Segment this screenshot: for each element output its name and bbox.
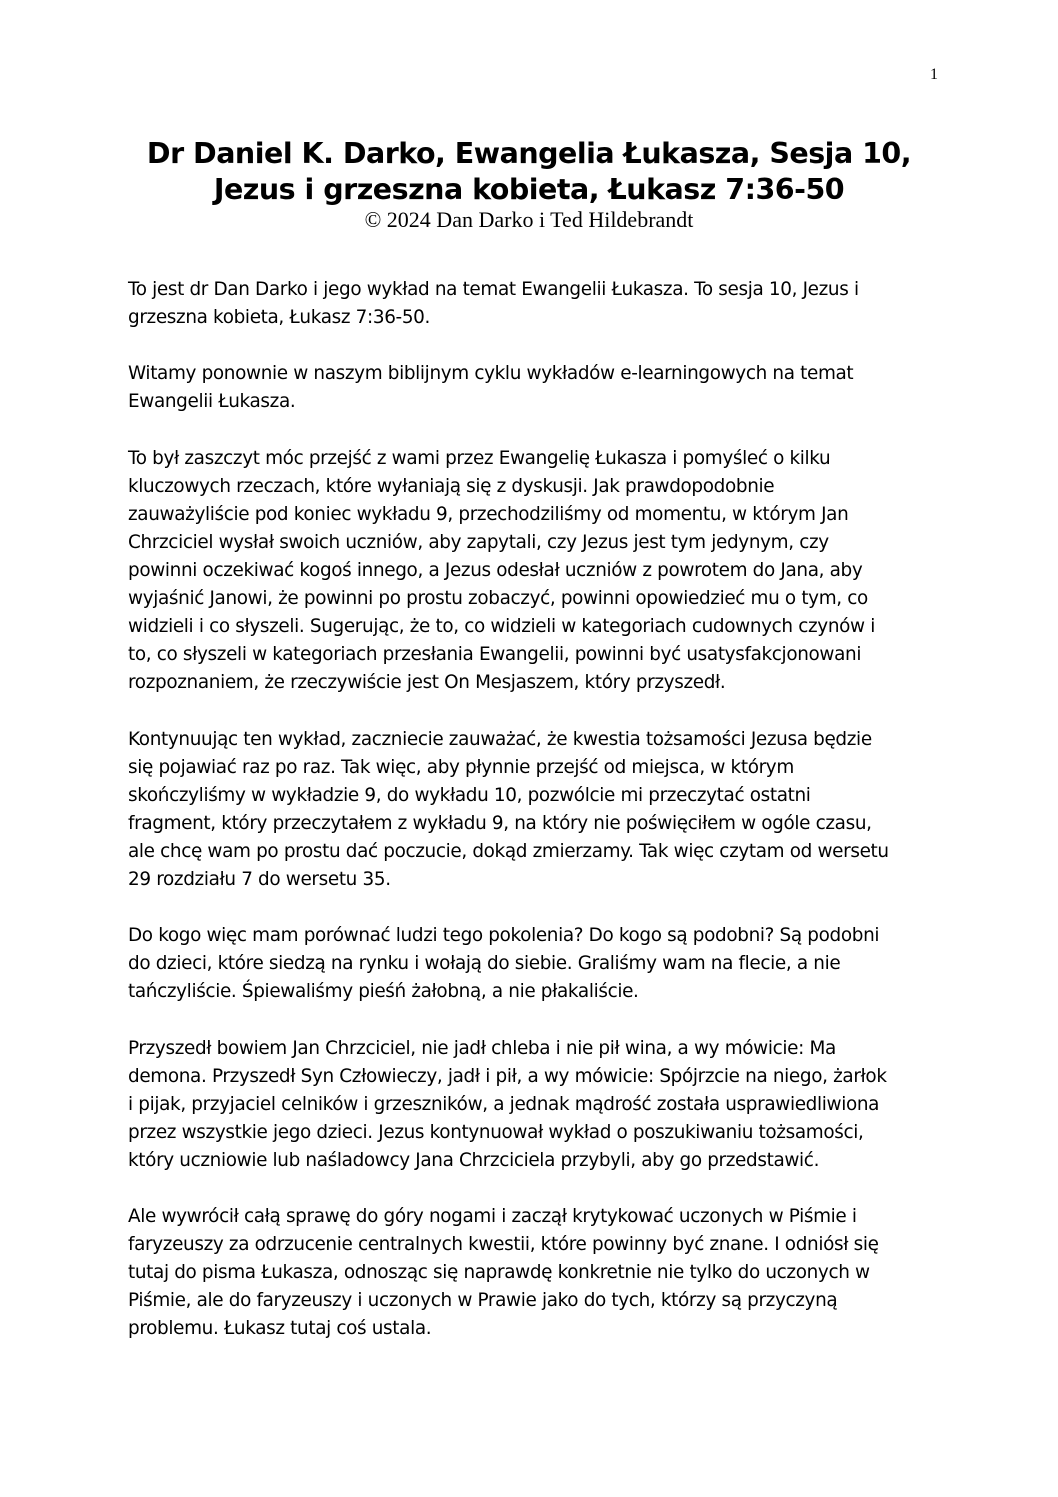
paragraph-line: widzieli i co słyszeli. Sugerując, że to, co widzieli w kategoriach cudownych czynów i: [128, 616, 875, 638]
paragraph-line: fragment, który przeczytałem z wykładu 9, na który nie poświęciłem w ogóle czasu,: [128, 812, 872, 834]
paragraph-4: [128, 726, 936, 895]
paragraph-line: ale chcę wam po prostu dać poczucie, dokąd zmierzamy. Tak więc czytam od wersetu: [128, 840, 889, 862]
document-title-line-2: Jezus i grzeszna kobieta, Łukasz 7:36-50: [213, 173, 845, 206]
paragraph-line: Do kogo więc mam porównać ludzi tego pokolenia? Do kogo są podobni? Są podobni: [128, 925, 880, 947]
paragraph-line: Ale wywrócił całą sprawę do góry nogami i zaczął krytykować uczonych w Piśmie i: [128, 1206, 857, 1228]
paragraph-6: [128, 1035, 936, 1175]
paragraph-line: się pojawiać raz po raz. Tak więc, aby płynnie przejść od miejsca, w którym: [128, 756, 794, 778]
paragraph-3: [128, 445, 936, 698]
paragraph-line: wyjaśnić Janowi, że powinni po prostu zobaczyć, powinni opowiedzieć mu o tym, co: [128, 588, 868, 610]
paragraph-line: grzeszna kobieta, Łukasz 7:36-50.: [128, 307, 431, 329]
paragraph-line: to, co słyszeli w kategoriach przesłania Ewangelii, powinni być usatysfakcjonowani: [128, 644, 862, 666]
paragraph-line: zauważyliście pod koniec wykładu 9, przechodziliśmy od momentu, w którym Jan: [128, 503, 849, 525]
paragraph-line: Kontynuując ten wykład, zaczniecie zauważać, że kwestia tożsamości Jezusa będzie: [128, 728, 872, 750]
paragraph-line: skończyliśmy w wykładzie 9, do wykładu 10, pozwólcie mi przeczytać ostatni: [128, 784, 811, 806]
paragraph-line: przez wszystkie jego dzieci. Jezus kontynuował wykład o poszukiwaniu tożsamości,: [128, 1121, 864, 1143]
paragraph-5: [128, 922, 936, 1006]
paragraph-line: Przyszedł bowiem Jan Chrzciciel, nie jadł chleba i nie pił wina, a wy mówicie: Ma: [128, 1037, 836, 1059]
paragraph-7: [128, 1203, 936, 1343]
paragraph-1: [128, 276, 936, 332]
paragraph-line: problemu. Łukasz tutaj coś ustala.: [128, 1318, 432, 1340]
document-body: [128, 276, 936, 1372]
paragraph-line: faryzeuszy za odrzucenie centralnych kwestii, które powinny być znane. I odniósł się: [128, 1234, 879, 1256]
paragraph-line: tutaj do pisma Łukasza, odnosząc się naprawdę konkretnie nie tylko do uczonych w: [128, 1262, 870, 1284]
document-title-line-1: Dr Daniel K. Darko, Ewangelia Łukasza, Sesja 10,: [146, 137, 912, 170]
paragraph-line: Piśmie, ale do faryzeuszy i uczonych w Prawie jako do tych, którzy są przyczyną: [128, 1290, 838, 1312]
paragraph-line: tańczyliście. Śpiewaliśmy pieśń żałobną, a nie płakaliście.: [128, 981, 639, 1003]
paragraph-line: rozpoznaniem, że rzeczywiście jest On Mesjaszem, który przyszedł.: [128, 672, 726, 694]
paragraph-line: To był zaszczyt móc przejść z wami przez Ewangelię Łukasza i pomyśleć o kilku: [128, 447, 831, 469]
paragraph-line: kluczowych rzeczach, które wyłaniają się z dyskusji. Jak prawdopodobnie: [128, 475, 775, 497]
paragraph-line: 29 rozdziału 7 do wersetu 35.: [128, 868, 391, 890]
paragraph-line: do dzieci, które siedzą na rynku i wołają do siebie. Graliśmy wam na flecie, a nie: [128, 953, 841, 975]
document-header: [100, 136, 958, 233]
paragraph-line: demona. Przyszedł Syn Człowieczy, jadł i pił, a wy mówicie: Spójrzcie na niego, żarłok: [128, 1065, 887, 1087]
paragraph-line: i pijak, przyjaciel celników i grzeszników, a jednak mądrość została usprawiedliwiona: [128, 1093, 880, 1115]
paragraph-line: Chrzciciel wysłał swoich uczniów, aby zapytali, czy Jezus jest tym jedynym, czy: [128, 531, 829, 553]
paragraph-line: powinni oczekiwać kogoś innego, a Jezus odesłał uczniów z powrotem do Jana, aby: [128, 559, 863, 581]
paragraph-line: Witamy ponownie w naszym biblijnym cyklu wykładów e-learningowych na temat: [128, 363, 854, 385]
copyright-notice: © 2024 Dan Darko i Ted Hildebrandt: [364, 207, 694, 232]
paragraph-line: który uczniowie lub naśladowcy Jana Chrzciciela przybyli, aby go przedstawić.: [128, 1149, 820, 1171]
page-number: 1: [930, 66, 938, 83]
paragraph-line: To jest dr Dan Darko i jego wykład na temat Ewangelii Łukasza. To sesja 10, Jezus i: [128, 279, 859, 300]
paragraph-line: Ewangelii Łukasza.: [128, 391, 296, 413]
paragraph-2: [128, 360, 936, 416]
